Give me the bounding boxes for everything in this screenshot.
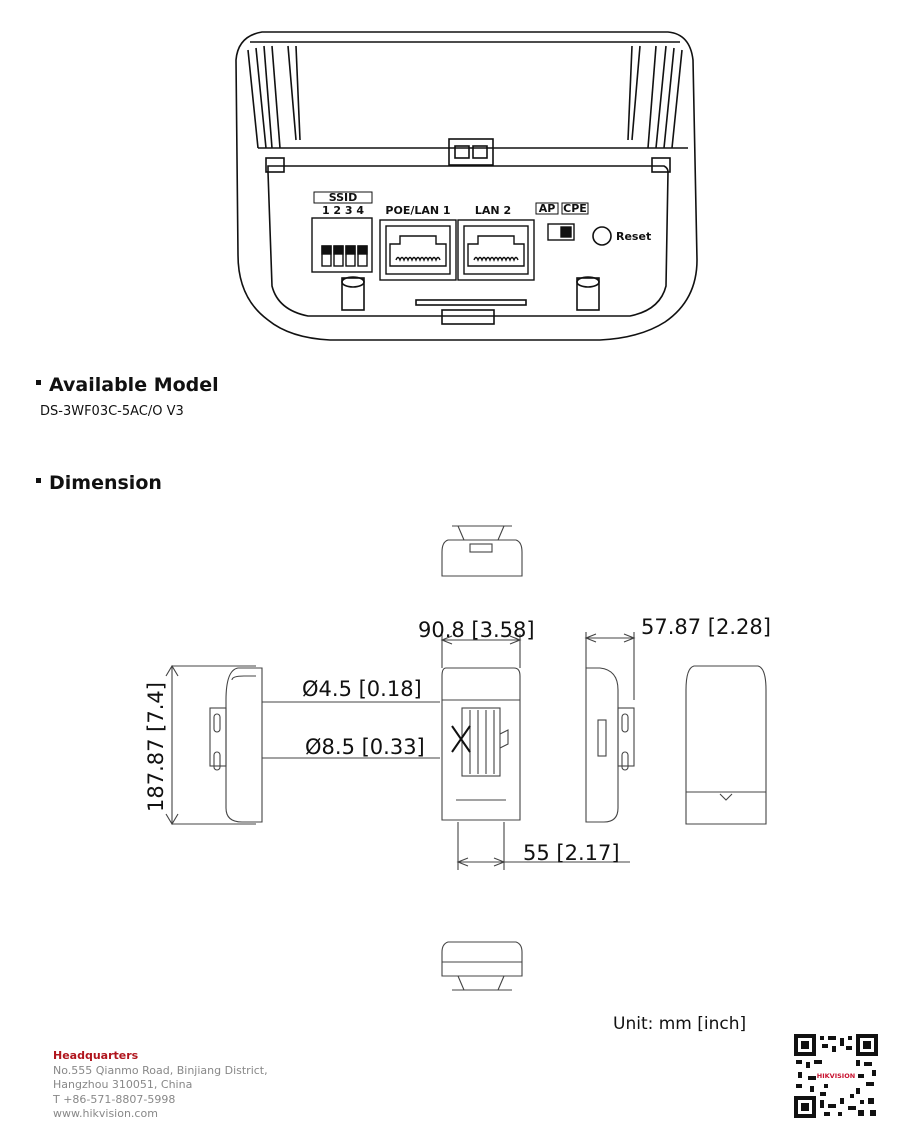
lan2-label: LAN 2 [474,204,512,217]
model-number: DS-3WF03C-5AC/O V3 [40,404,184,419]
ssid-label: SSID [328,191,358,204]
ap-label: AP [538,202,556,215]
bracket-dimension: 55 [2.17] [523,841,620,865]
qr-code-icon [794,1034,878,1118]
available-model-heading: Available Model [36,374,219,396]
address-line-1: No.555 Qianmo Road, Binjiang District, [53,1063,268,1077]
website[interactable]: www.hikvision.com [53,1107,158,1120]
height-dimension: 187.87 [7.4] [144,682,168,812]
phone: T +86-571-8807-5998 [53,1092,176,1106]
headquarters-title: Headquarters [53,1049,139,1062]
depth-dimension: 57.87 [2.28] [641,615,771,639]
reset-label: Reset [616,230,652,243]
hole-large-dimension: Ø8.5 [0.33] [305,735,425,759]
qr-logo-text: HIKVISION [816,1072,856,1080]
poe-lan1-label: POE/LAN 1 [385,204,451,217]
cpe-label: CPE [563,202,587,215]
address-line-2: Hangzhou 310051, China [53,1078,193,1091]
headquarters-block [53,1049,268,1122]
hole-small-dimension: Ø4.5 [0.18] [302,677,422,701]
ssid-numbers: 1 2 3 4 [321,204,365,217]
width-dimension: 90.8 [3.58] [418,618,535,642]
dimension-heading: Dimension [36,472,162,494]
unit-note: Unit: mm [inch] [613,1014,747,1034]
